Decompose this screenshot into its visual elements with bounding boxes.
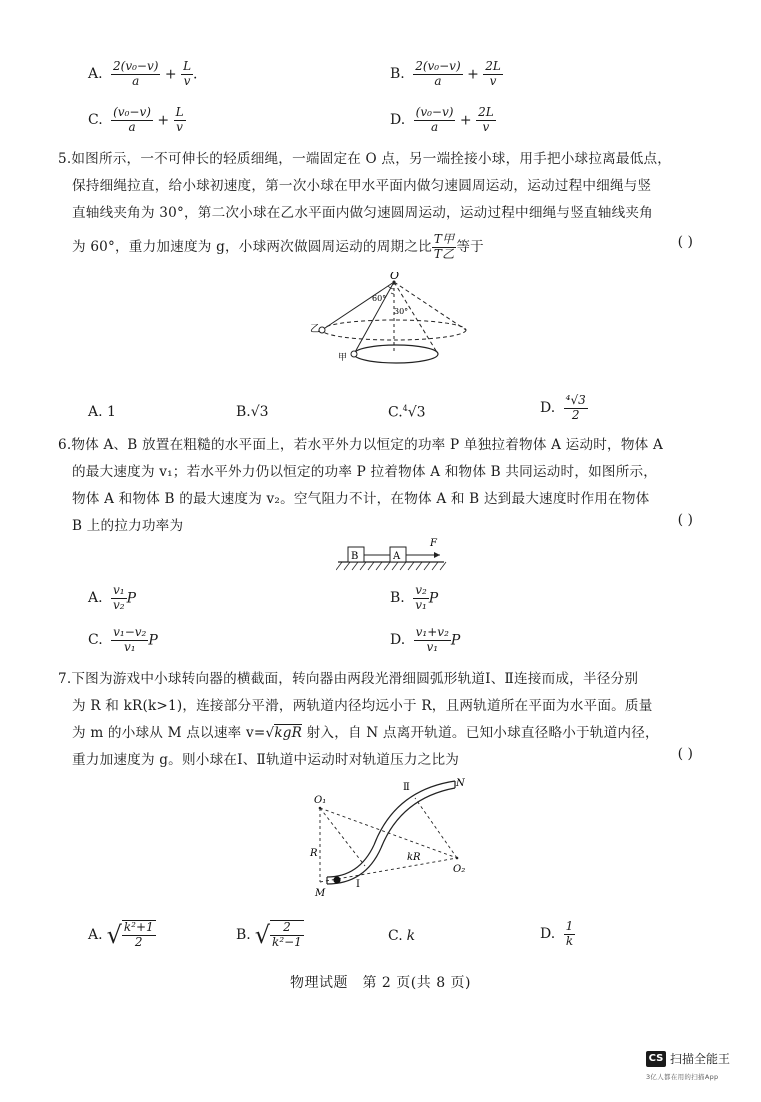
q4-option-b: B. $\frac{\text{2(v₀−v)}}{a}$ + $\frac{2L}{v}$ bbox=[390, 59, 501, 88]
blocks-on-ground-diagram bbox=[336, 534, 448, 574]
block-b-label: B bbox=[351, 551, 359, 562]
page-footer: 物理试题 第 2 页(共 8 页) bbox=[289, 975, 472, 991]
label-n: N bbox=[456, 778, 465, 789]
label-30: 30° bbox=[394, 307, 409, 316]
label-yi: 乙 bbox=[310, 324, 320, 335]
question-5-stem: 5.如图所示，一不可伸长的轻质细绳，一端固定在 O 点，另一端拴接小球，用手把小球拉离最低点， 保持细绳拉直，给小球初速度，第一次小球在甲水平面内做匀速圆周运动，运动过程中细绳与竖 直轴线夹角为 30°，第二次小球在乙水平面内做匀速圆周运动，运动过程中细绳与竖直轴线夹角 为 60°，重力加速度为 g，小球两次做圆周运动的周期之比 $\frac{\text{T甲}}{\text{T乙}}$ 等于 bbox=[58, 151, 672, 261]
cs-logo-icon: CS bbox=[646, 1051, 666, 1067]
question-7-stem: 7.下图为游戏中小球转向器的横截面，转向器由两段光滑细圆弧形轨道Ⅰ、Ⅱ连接而成，半径分别 为 R 和 kR(k>1)，连接部分平滑，两轨道内径均远小于 R，且两轨道所在平面为水平面。质量 为 m 的小球从 M 点以速率 v=√kgR 射入，自 N 点离开轨道。已知小球直径略小于轨道内径， 重力加速度为 g。则小球在Ⅰ、Ⅱ轨道中运动时对轨道压力之比为 bbox=[58, 671, 659, 768]
watermark-subtitle: 3亿人都在用的扫描App bbox=[646, 1073, 719, 1081]
ball-diverter-track-diagram bbox=[305, 776, 485, 900]
q7-option-c: C. k bbox=[388, 928, 416, 944]
q6-option-d: D. $\frac{\text{v₁+v₂}}{\text{v₁}}$ P bbox=[390, 625, 461, 654]
label-track-ii: Ⅱ bbox=[403, 782, 410, 793]
q4-option-d: D. $\frac{\text{(v₀−v)}}{a}$ + $\frac{2L}{v}$ bbox=[390, 105, 494, 134]
q4-a-numerator2: L bbox=[183, 59, 192, 73]
label-m: M bbox=[315, 888, 326, 899]
sqrt-kgr: √kgR bbox=[265, 725, 303, 741]
q5-option-d: D. $\frac{\text{⁴√3}}{2}$ bbox=[540, 393, 586, 422]
q6-answer-blank: ( ) bbox=[677, 512, 693, 528]
label-jia: 甲 bbox=[338, 353, 348, 363]
q4-option-c: C. $\frac{\text{(v₀−v)}}{a}$ + $\frac{L}{v}$ bbox=[88, 105, 184, 134]
label-kr: kR bbox=[407, 852, 421, 863]
label-o1: O₁ bbox=[314, 795, 327, 806]
q5-option-b: B.√3 bbox=[236, 404, 269, 420]
q7-option-a: A. √ $\frac{\text{k²+1}}{2}$ bbox=[88, 920, 154, 949]
label-60: 60° bbox=[372, 294, 387, 303]
block-a-label: A bbox=[393, 551, 401, 562]
q5-option-a: A. 1 bbox=[88, 404, 116, 420]
q4-option-a: A. $\frac{\text{2(v₀−v)}}{a}$ + $\frac{L}{v}$ . bbox=[88, 59, 198, 88]
sqrt-sign: √ bbox=[106, 920, 122, 949]
q4-a-denominator2: v bbox=[183, 73, 191, 88]
q6-option-a: A. $\frac{\text{v₁}}{\text{v₂}}$ P bbox=[88, 583, 137, 612]
period-ratio: $\frac{\text{T甲}}{\text{T乙}}$ bbox=[433, 232, 455, 261]
q5-option-c: C.$^4$√3 bbox=[388, 404, 426, 421]
label-o: O bbox=[390, 272, 400, 282]
question-6-stem: 6.物体 A、B 放置在粗糙的水平面上，若水平外力以恒定的功率 P 单独拉着物体 A 运动时，物体 A 的最大速度为 v₁；若水平外力仍以恒定的功率 P 拉着物体 A 和物体 B 共同运动时，如图所示， 物体 A 和物体 B 的最大速度为 v₂。空气阻力不计，在物体 A 和 B 达到最大速度时作用在物体 B 上的拉力功率为 bbox=[58, 437, 663, 534]
label-o2: O₂ bbox=[453, 864, 466, 875]
q6-option-b: B. $\frac{\text{v₂}}{\text{v₁}}$ P bbox=[390, 583, 439, 612]
label-r: R bbox=[310, 848, 318, 859]
q6-option-c: C. $\frac{\text{v₁−v₂}}{\text{v₁}}$ P bbox=[88, 625, 158, 654]
q4-a-numerator: 2(v₀−v) bbox=[113, 59, 159, 73]
q7-answer-blank: ( ) bbox=[677, 746, 693, 762]
q7-option-d: D. $\frac{1}{k}$ bbox=[540, 919, 574, 948]
q5-answer-blank: ( ) bbox=[677, 234, 693, 250]
conical-pendulum-diagram bbox=[300, 272, 470, 377]
scanner-watermark: CS 扫描全能王 bbox=[646, 1050, 730, 1067]
q4-a-denominator: a bbox=[132, 73, 140, 88]
force-f-label: F bbox=[430, 538, 437, 549]
q7-option-b: B. √ $\frac{2}{\text{k²−1}}$ bbox=[236, 920, 302, 949]
label-track-i: Ⅰ bbox=[356, 879, 360, 890]
